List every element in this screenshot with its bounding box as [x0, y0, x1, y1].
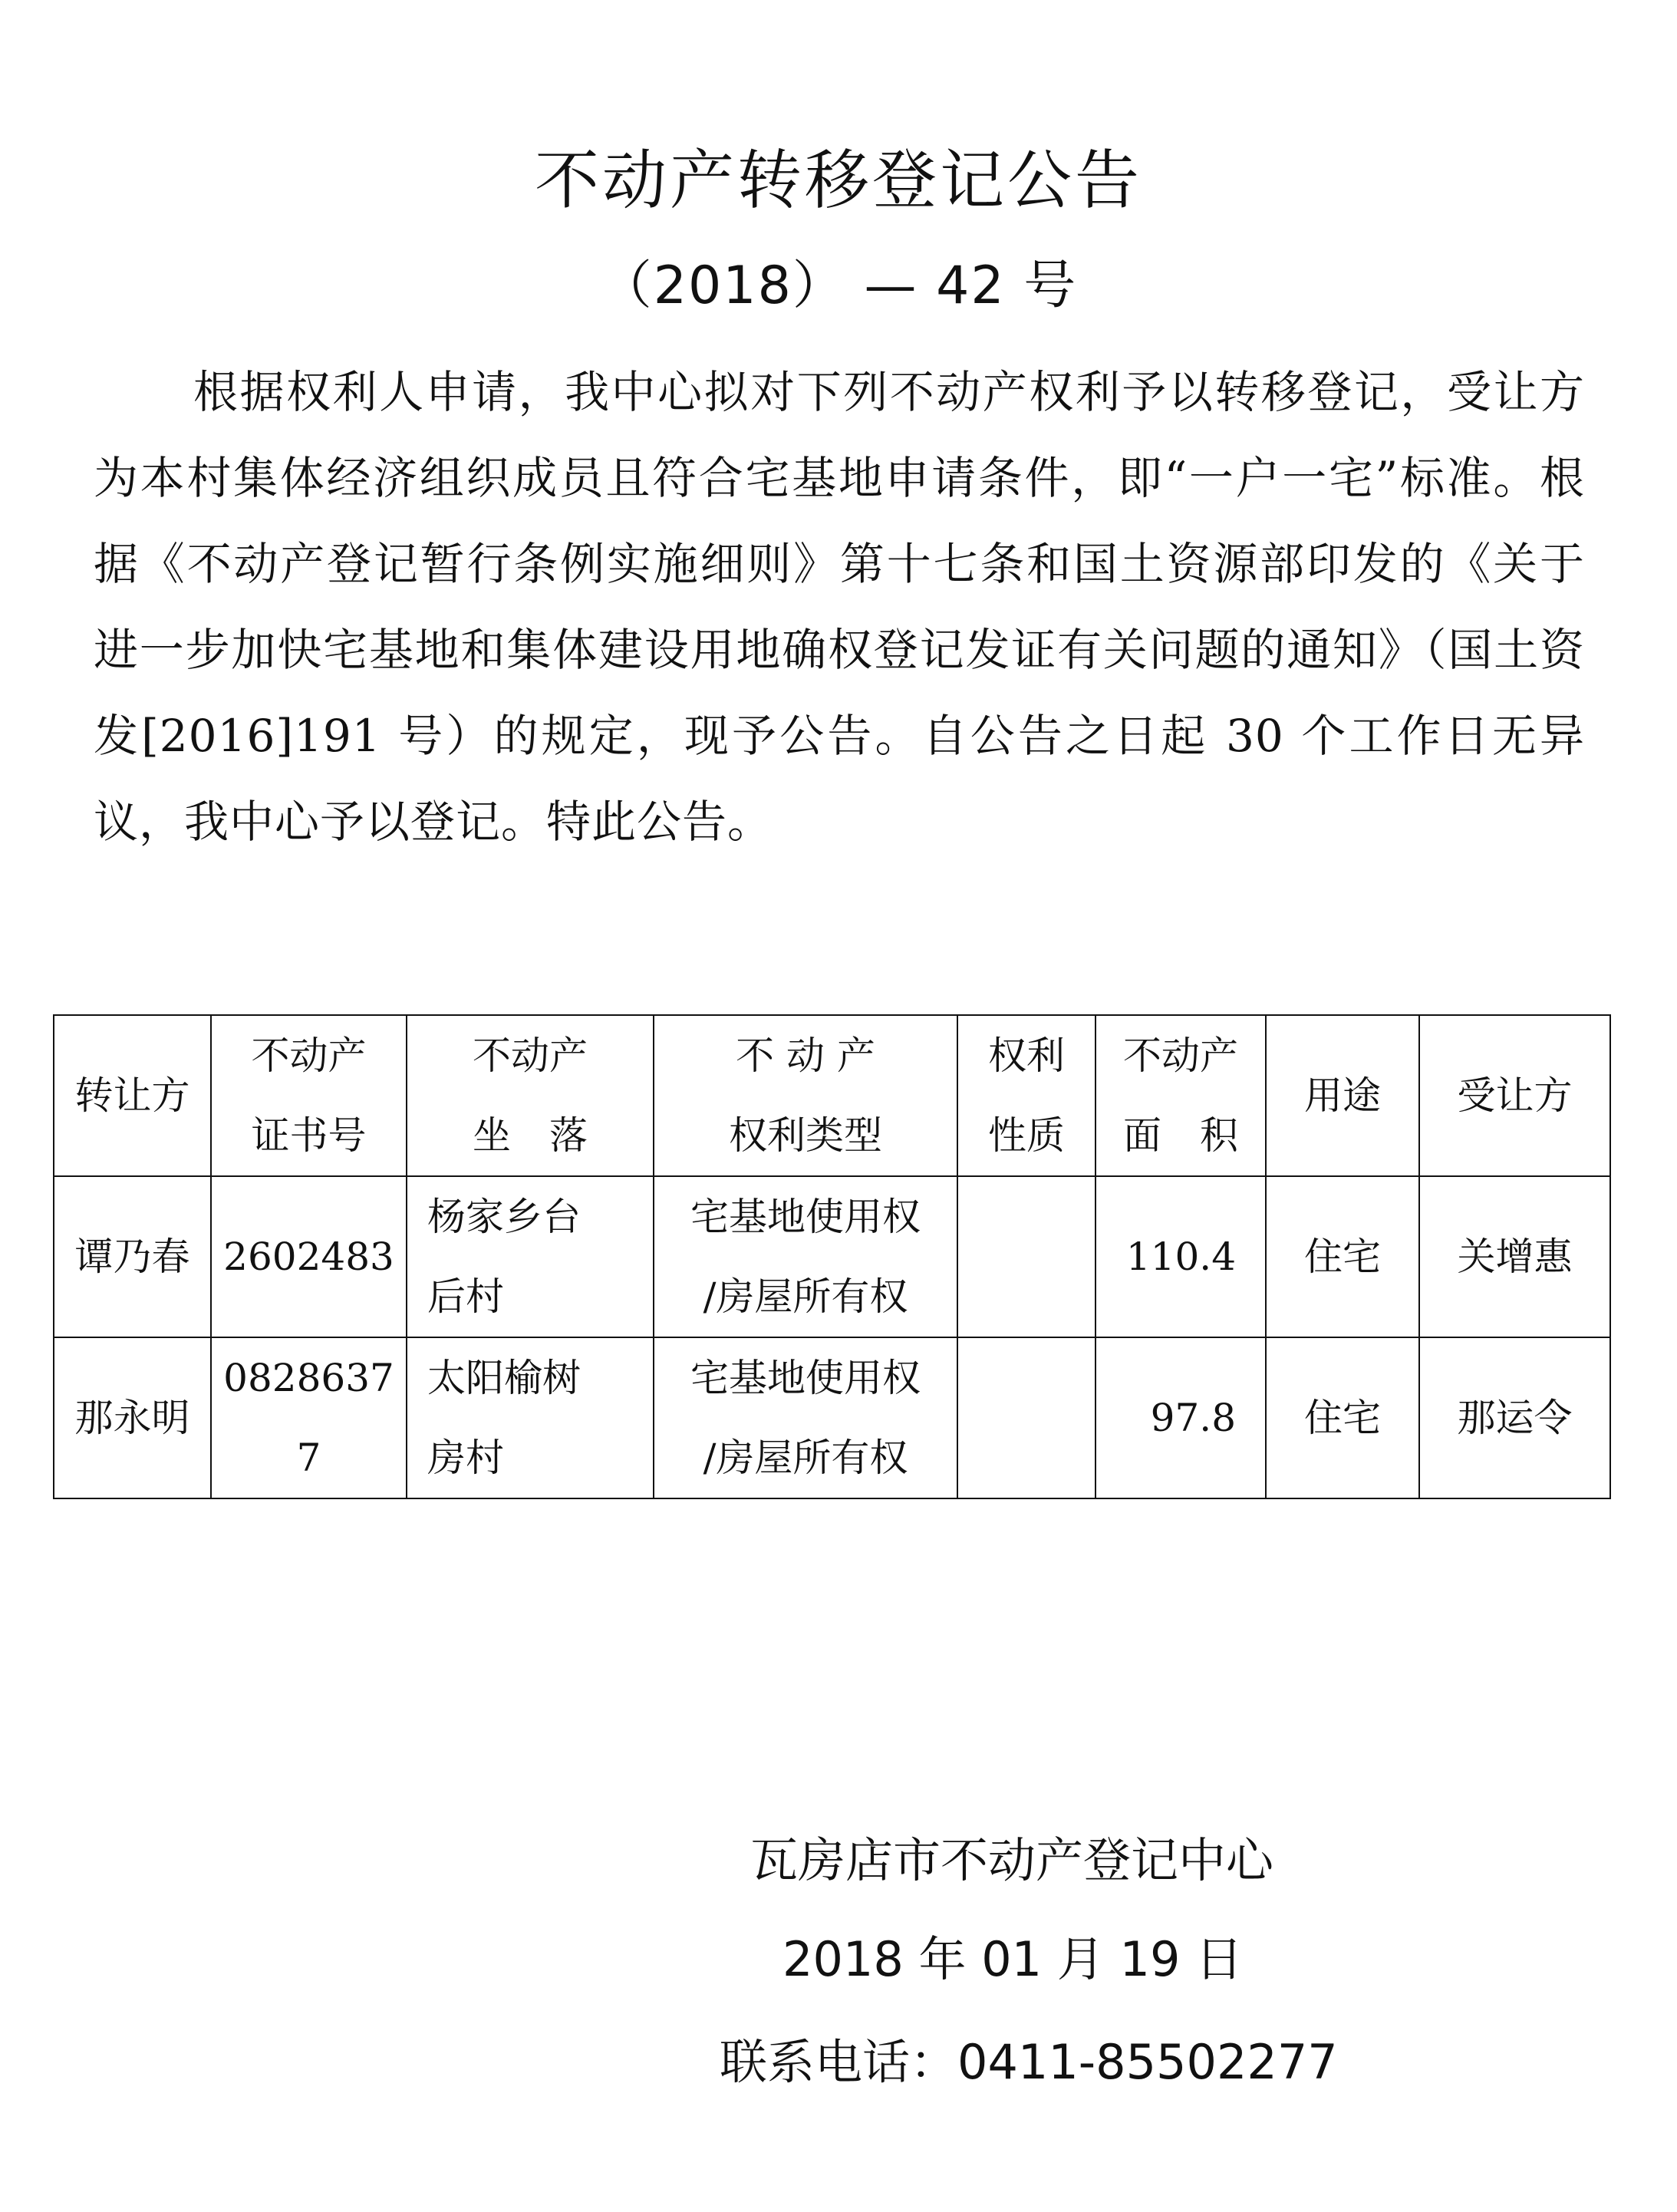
header-label: 坐 落 [473, 1113, 588, 1158]
header-location [407, 1015, 654, 1176]
header-label: 面 积 [1123, 1113, 1238, 1158]
header-label: 权利 [988, 1033, 1065, 1078]
location-line: 后村 [427, 1274, 504, 1319]
notice-body-text: 根据权利人申请，我中心拟对下列不动产权利予以转移登记，受让方为本村集体经济组织成员且符合宅基地申请条件，即“一户一宅”标准。根据《不动产登记暂行条例实施细则》第十七条和国土资源部印发的《关于进一步加快宅基地和集体建设用地确权登记发证有关问题的通知》（国土资发[2016]191 号）的规定，现予公告。自公告之日起 30 个工作日无异议，我中心予以登记。特此公告。 [94, 366, 1585, 848]
notice-title: 不动产转移登记公告 [534, 143, 1142, 218]
header-label: 不动产 [251, 1033, 367, 1078]
cell-certificate-number: 2602483 [211, 1176, 407, 1337]
issue-date: 2018 年 01 月 19 日 [782, 1931, 1244, 1987]
issuing-organization: 瓦房店市不动产登记中心 [750, 1832, 1274, 1888]
cell-transferee: 关增惠 [1419, 1176, 1610, 1337]
contact-phone: 联系电话：0411-85502277 [720, 2034, 1338, 2090]
cell-area: 110.4 [1095, 1176, 1266, 1337]
header-label: 不动产 [473, 1033, 588, 1078]
property-transfer-table [53, 1014, 1611, 1499]
header-label: 转让方 [74, 1073, 190, 1118]
header-right-nature [957, 1015, 1095, 1176]
right-type-line: /房屋所有权 [703, 1274, 908, 1319]
cell-right-nature [957, 1176, 1095, 1337]
header-transferee [1419, 1015, 1610, 1176]
header-transferor [54, 1015, 211, 1176]
cell-transferor: 谭乃春 [54, 1176, 211, 1337]
right-type-line: 宅基地使用权 [690, 1356, 921, 1400]
table-row [54, 1337, 1610, 1498]
header-certificate-number [211, 1015, 407, 1176]
right-type-line: /房屋所有权 [703, 1436, 908, 1480]
location-line: 杨家乡台 [427, 1195, 581, 1239]
cell-usage: 住宅 [1266, 1337, 1419, 1498]
cell-right-type [654, 1337, 957, 1498]
cell-location [407, 1337, 654, 1498]
cell-right-nature [957, 1337, 1095, 1498]
right-type-line: 宅基地使用权 [690, 1195, 921, 1239]
header-right-type [654, 1015, 957, 1176]
table-header-row [54, 1015, 1610, 1176]
header-label: 受让方 [1457, 1073, 1573, 1118]
header-label: 权利类型 [729, 1113, 882, 1158]
cell-location [407, 1176, 654, 1337]
header-label: 不 动 产 [736, 1033, 875, 1078]
cell-usage: 住宅 [1266, 1176, 1419, 1337]
header-label: 用途 [1304, 1073, 1381, 1118]
document-number: （2018） — 42 号 [599, 255, 1078, 316]
cell-transferee: 那运令 [1419, 1337, 1610, 1498]
header-label: 证书号 [251, 1113, 367, 1158]
cell-right-type [654, 1176, 957, 1337]
location-line: 太阳榆树 [427, 1356, 581, 1400]
location-line: 房村 [427, 1436, 504, 1480]
header-label: 性质 [988, 1113, 1065, 1158]
cell-certificate-number: 08286377 [211, 1337, 407, 1498]
table-row [54, 1176, 1610, 1337]
header-usage [1266, 1015, 1419, 1176]
header-label: 不动产 [1123, 1033, 1238, 1078]
cell-area: 97.8 [1095, 1337, 1266, 1498]
cell-transferor: 那永明 [54, 1337, 211, 1498]
header-area [1095, 1015, 1266, 1176]
